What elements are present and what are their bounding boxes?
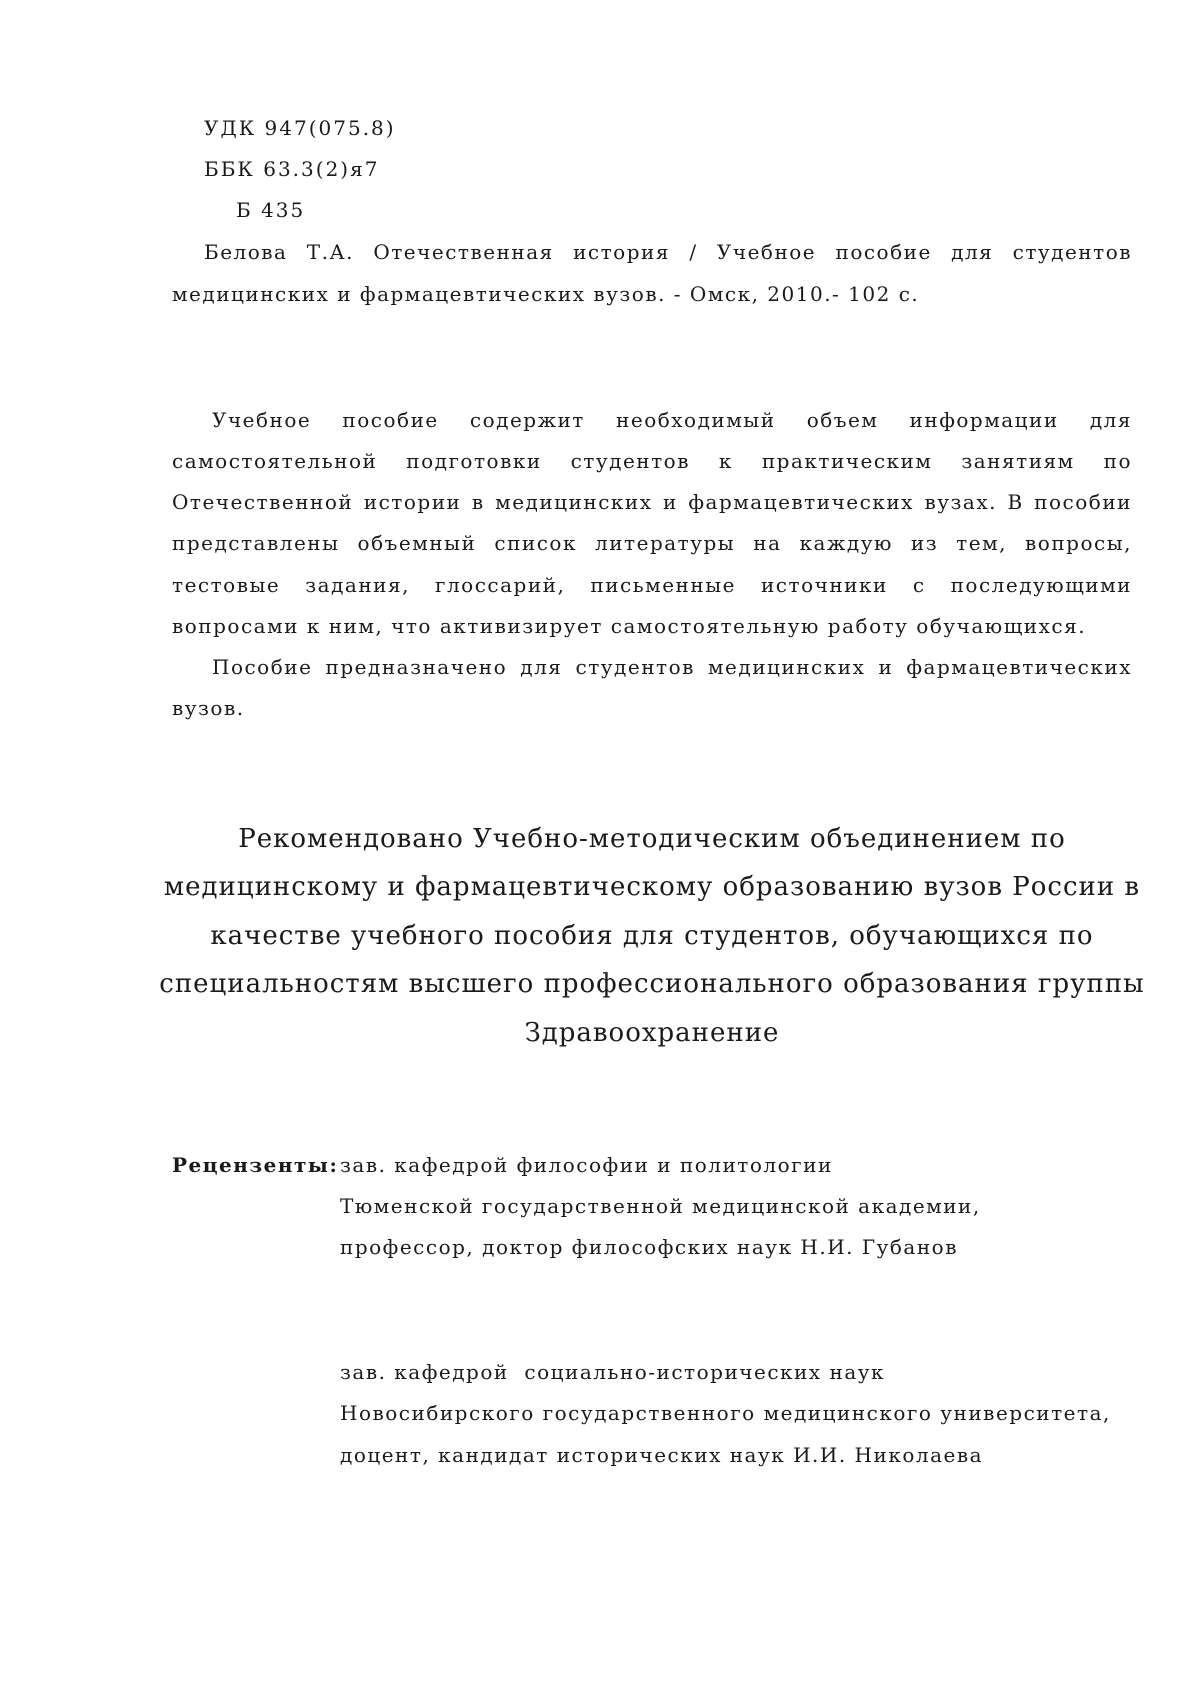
- reviewer-2-line-2: Новосибирского государственного медицинского университета,: [340, 1401, 1111, 1425]
- annotation-line-6: вопросами к ним, что активизирует самостоятельную работу обучающихся.: [172, 614, 1087, 638]
- reviewer-2-line-3: доцент, кандидат исторических наук И.И. Николаева: [340, 1443, 984, 1467]
- annotation-line-2: самостоятельной подготовки студентов к практическим занятиям по: [172, 449, 1132, 473]
- recommendation-line-3: качестве учебного пособия для студентов, обучающихся по: [210, 921, 1094, 951]
- purpose-line-2: вузов.: [172, 696, 245, 720]
- reviewers-label: Рецензенты:: [172, 1153, 339, 1177]
- recommendation-line-4: специальностям высшего профессионального образования группы: [159, 969, 1145, 999]
- bbk-code: ББК 63.3(2)я7: [204, 157, 380, 181]
- reviewer-1-line-3: профессор, доктор философских наук Н.И. Губанов: [340, 1235, 958, 1259]
- udk-code: УДК 947(075.8): [204, 116, 396, 140]
- reviewer-1-line-2: Тюменской государственной медицинской академии,: [340, 1194, 981, 1218]
- annotation-line-3: Отечественной истории в медицинских и фармацевтических вузах. В пособии: [172, 490, 1132, 514]
- annotation-line-5: тестовые задания, глоссарий, письменные источники с последующими: [172, 573, 1132, 597]
- reviewer-1-line-1: зав. кафедрой философии и политологии: [340, 1153, 833, 1177]
- recommendation-line-2: медицинскому и фармацевтическому образованию вузов России в: [163, 872, 1141, 902]
- annotation-line-1: Учебное пособие содержит необходимый объем информации для: [212, 408, 1132, 432]
- reviewer-2-line-1: зав. кафедрой социально-исторических наук: [340, 1360, 886, 1384]
- recommendation-line-1: Рекомендовано Учебно-методическим объединением по: [238, 824, 1066, 854]
- citation-line-2: медицинских и фармацевтических вузов. - Омск, 2010.- 102 с.: [172, 282, 920, 306]
- annotation-line-4: представлены объемный список литературы на каждую из тем, вопросы,: [172, 531, 1132, 555]
- citation-line-1: Белова Т.А. Отечественная история / Учебное пособие для студентов: [204, 240, 1132, 264]
- author-code: Б 435: [236, 198, 306, 222]
- purpose-line-1: Пособие предназначено для студентов медицинских и фармацевтических: [212, 655, 1132, 679]
- recommendation-line-5: Здравоохранение: [524, 1018, 780, 1048]
